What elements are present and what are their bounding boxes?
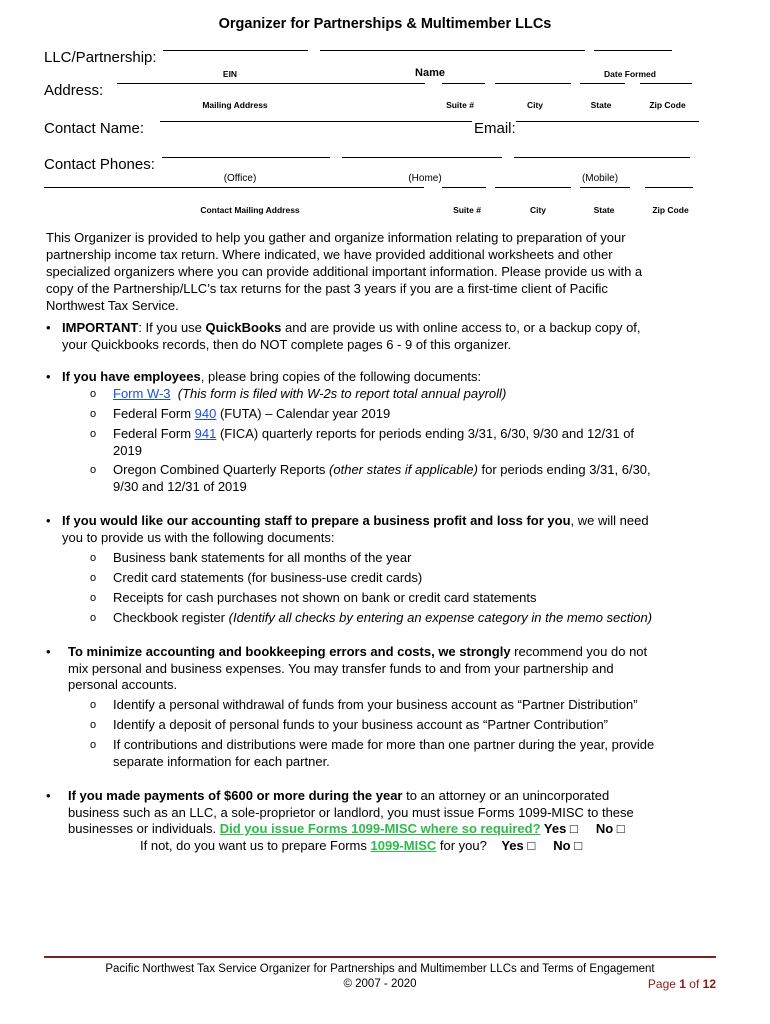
circle-bullet-icon: o xyxy=(90,612,97,624)
circle-bullet-icon: o xyxy=(90,388,97,400)
email-label: Email: xyxy=(474,120,516,137)
circle-bullet-icon: o xyxy=(90,428,97,440)
contact-zip-field[interactable] xyxy=(645,187,693,188)
circle-bullet-icon: o xyxy=(90,408,97,420)
date-formed-caption: Date Formed xyxy=(604,69,656,79)
mailing-address-caption: Mailing Address xyxy=(202,100,268,110)
name-caption: Name xyxy=(415,67,445,79)
home-caption: (Home) xyxy=(408,173,442,184)
issued-1099-no-checkbox[interactable]: No □ xyxy=(595,821,625,836)
name-field[interactable] xyxy=(320,50,585,51)
contact-mailing-address-field[interactable] xyxy=(44,187,424,188)
contact-state-field[interactable] xyxy=(580,187,630,188)
list-item: Form W-3 (This form is filed with W-2s to report total annual payroll) xyxy=(113,386,507,401)
list-item: Federal Form 941 (FICA) quarterly reports for periods ending 3/31, 6/30, 9/30 and 12/31 of 2019 xyxy=(113,426,635,458)
form-1099-misc-link[interactable]: 1099-MISC xyxy=(370,838,437,853)
bullet-icon: • xyxy=(46,513,51,528)
list-item: Oregon Combined Quarterly Reports (other states if applicable) for periods ending 3/31, 6/30, 9/30 and 12/31 of 2019 xyxy=(113,462,651,494)
accounting-bullet: If you would like our accounting staff to prepare a business profit and loss for you, we will need you to provide us with the following documents: xyxy=(62,513,649,545)
important-bullet: IMPORTANT: If you use QuickBooks and are provide us with online access to, or a backup copy of, your Quickbooks records, then do NOT complete pages 6 - 9 of this organizer. xyxy=(62,320,641,352)
contact-city-field[interactable] xyxy=(495,187,571,188)
issued-1099-yes-checkbox[interactable]: Yes □ xyxy=(540,821,578,836)
intro-paragraph xyxy=(46,229,696,314)
footer-copyright: © 2007 - 2020 xyxy=(343,978,417,990)
date-formed-field[interactable] xyxy=(594,50,672,51)
bullet-icon: • xyxy=(46,644,51,659)
state-field[interactable] xyxy=(580,83,625,84)
list-item: Business bank statements for all months of the year xyxy=(113,550,412,565)
llc-label: LLC/Partnership: xyxy=(44,49,157,66)
suite-caption: Suite # xyxy=(446,100,474,110)
bookkeeping-bullet: To minimize accounting and bookkeeping errors and costs, we strongly recommend you do not mix personal and business expenses. You may transfer funds to and from your partnership and personal accounts. xyxy=(68,644,648,692)
form-941-link[interactable]: 941 xyxy=(194,426,217,441)
circle-bullet-icon: o xyxy=(90,699,97,711)
circle-bullet-icon: o xyxy=(90,552,97,564)
footer-title: Pacific Northwest Tax Service Organizer for Partnerships and Multimember LLCs and Terms of Engagement xyxy=(105,963,655,975)
city-caption: City xyxy=(526,100,544,110)
prepare-1099-line: If not, do you want us to prepare Forms 1099-MISC for you? Yes □ No □ xyxy=(140,838,583,853)
mobile-caption: (Mobile) xyxy=(581,173,619,184)
bullet-icon: • xyxy=(46,320,51,335)
list-item: Checkbook register (Identify all checks by entering an expense category in the memo section) xyxy=(113,610,653,625)
intro-line: Northwest Tax Service. xyxy=(46,298,179,313)
home-phone-field[interactable] xyxy=(342,157,502,158)
intro-line: partnership income tax return. Where indicated, we have provided additional worksheets and other xyxy=(46,247,613,262)
form-w3-link[interactable]: Form W-3 xyxy=(113,386,171,401)
contact-mailing-caption: Contact Mailing Address xyxy=(200,205,300,215)
contact-state-caption: State xyxy=(593,205,615,215)
circle-bullet-icon: o xyxy=(90,739,97,751)
issued-1099-question: Did you issue Forms 1099-MISC where so required? xyxy=(219,821,541,836)
bullet-icon: • xyxy=(46,788,51,803)
intro-line: This Organizer is provided to help you gather and organize information relating to preparation of your xyxy=(46,230,626,245)
footer-divider xyxy=(44,956,716,958)
address-label: Address: xyxy=(44,82,104,99)
contact-suite-field[interactable] xyxy=(442,187,486,188)
intro-line: copy of the Partnership/LLC’s tax returns for the past 3 years if you are a first-time client of Pacific xyxy=(46,281,608,296)
office-phone-field[interactable] xyxy=(162,157,330,158)
list-item: Identify a personal withdrawal of funds from your business account as “Partner Distribution” xyxy=(113,697,638,712)
contact-zip-caption: Zip Code xyxy=(652,205,689,215)
zip-caption: Zip Code xyxy=(649,100,686,110)
mailing-address-field[interactable] xyxy=(117,83,425,84)
prepare-1099-yes-checkbox[interactable]: Yes □ xyxy=(501,838,536,853)
office-caption: (Office) xyxy=(223,173,257,184)
contact-name-field[interactable] xyxy=(160,121,472,122)
ein-caption: EIN xyxy=(222,69,238,79)
circle-bullet-icon: o xyxy=(90,464,97,476)
email-field[interactable] xyxy=(516,121,699,122)
contact-name-label: Contact Name: xyxy=(44,120,145,137)
mobile-phone-field[interactable] xyxy=(514,157,690,158)
list-item: Credit card statements (for business-use credit cards) xyxy=(113,570,423,585)
zip-field[interactable] xyxy=(640,83,692,84)
list-item: If contributions and distributions were made for more than one partner during the year, provide separate information for each partner. xyxy=(113,737,655,769)
bullet-icon: • xyxy=(46,369,51,384)
list-item: Identify a deposit of personal funds to your business account as “Partner Contribution” xyxy=(113,717,609,732)
list-item: Receipts for cash purchases not shown on bank or credit card statements xyxy=(113,590,537,605)
contact-city-caption: City xyxy=(529,205,547,215)
city-field[interactable] xyxy=(495,83,571,84)
page-title: Organizer for Partnerships & Multimember LLCs xyxy=(218,16,552,32)
circle-bullet-icon: o xyxy=(90,592,97,604)
contact-suite-caption: Suite # xyxy=(453,205,481,215)
ein-field[interactable] xyxy=(163,50,308,51)
circle-bullet-icon: o xyxy=(90,572,97,584)
employees-bullet: If you have employees, please bring copies of the following documents: xyxy=(62,369,482,384)
suite-field[interactable] xyxy=(442,83,485,84)
contact-phones-label: Contact Phones: xyxy=(44,156,155,173)
list-item: Federal Form 940 (FUTA) – Calendar year 2019 xyxy=(113,406,391,421)
state-caption: State xyxy=(590,100,612,110)
prepare-1099-no-checkbox[interactable]: No □ xyxy=(553,838,583,853)
circle-bullet-icon: o xyxy=(90,719,97,731)
page-number: Page 1 of 12 xyxy=(647,977,716,991)
intro-line: specialized organizers where you can provide additional important information. Please provide us with a xyxy=(46,264,643,279)
payments-bullet: If you made payments of $600 or more during the year to an attorney or an unincorporated business such as an LLC, a sole-proprietor or landlord, you must issue Forms 1099-MISC to these businesses or individuals. Did you issue Forms 1099-MISC where so required? Yes □ No □ xyxy=(68,788,634,836)
form-940-link[interactable]: 940 xyxy=(194,406,217,421)
